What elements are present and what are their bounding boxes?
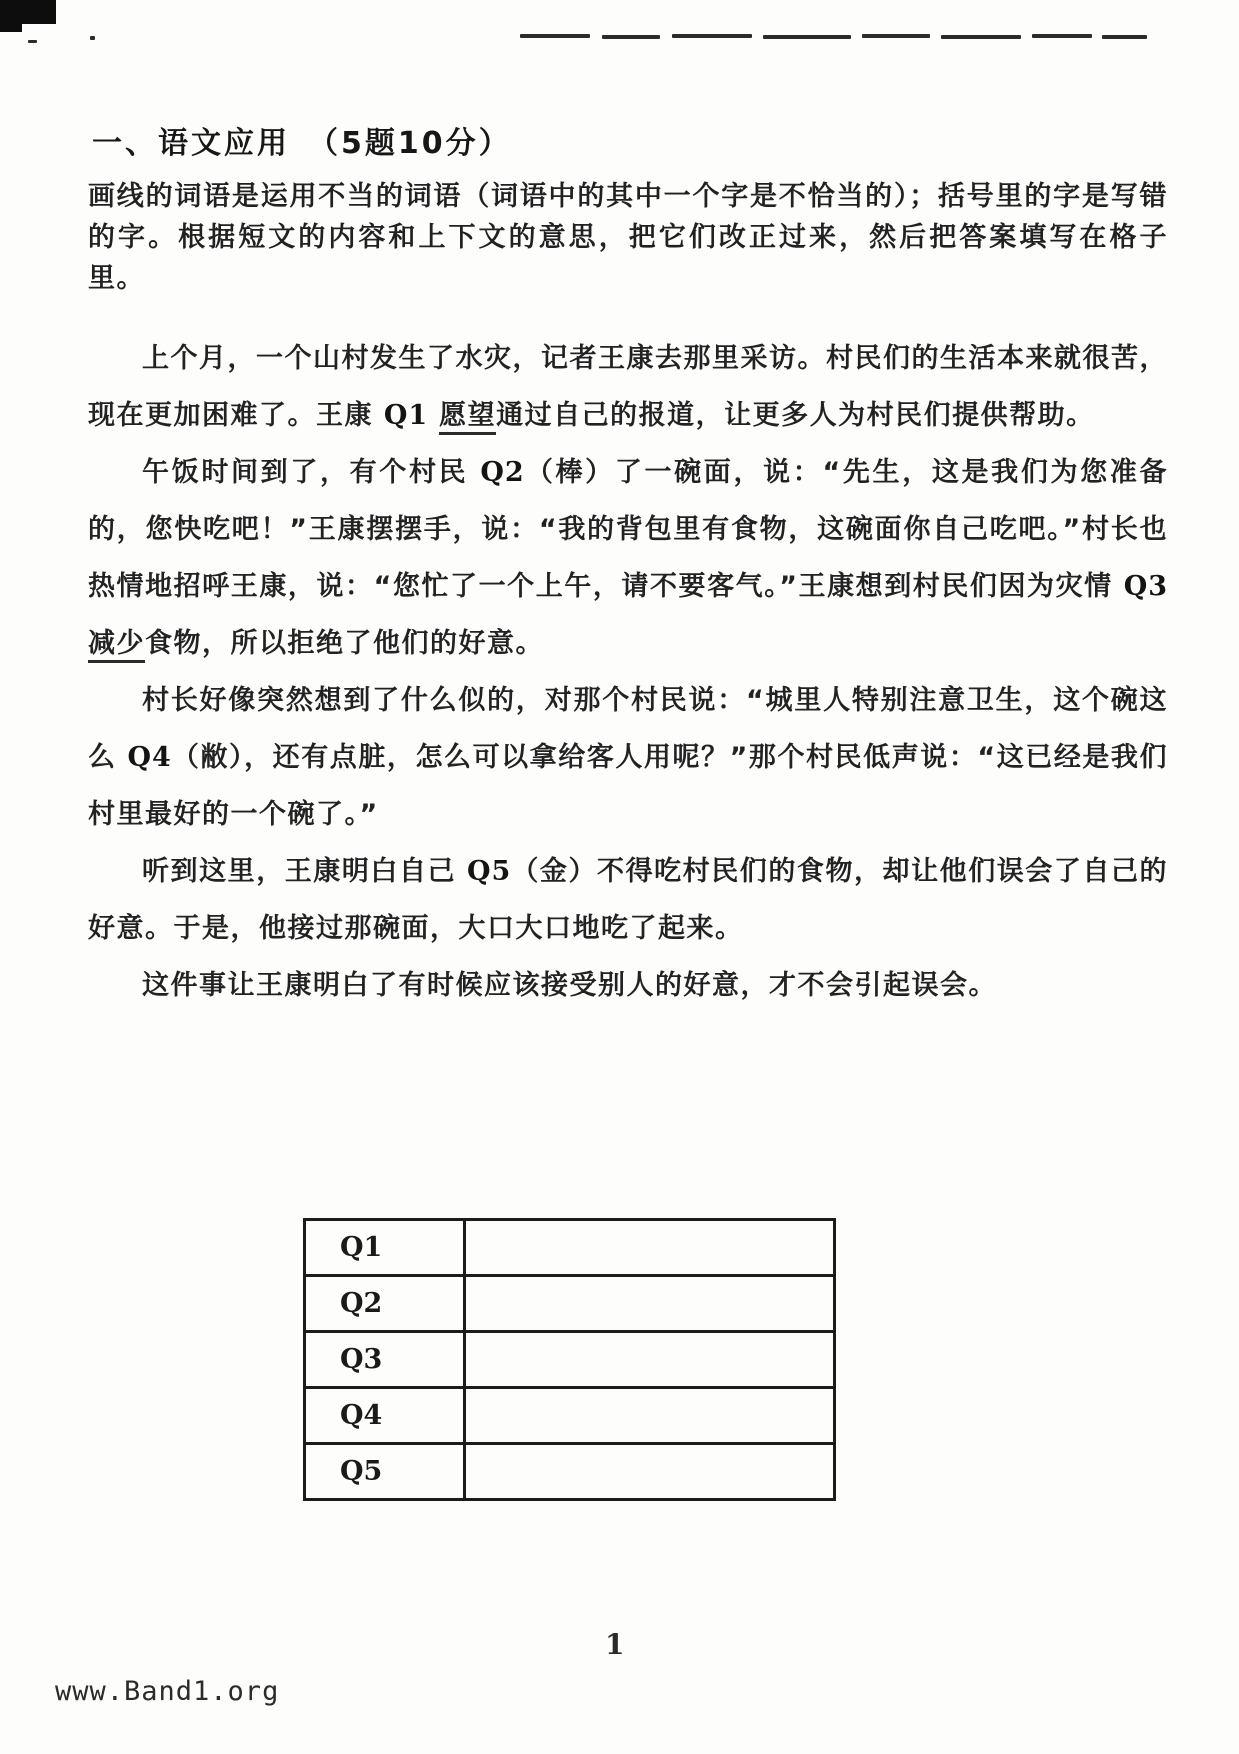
answer-cell [465, 1220, 835, 1276]
story-paragraph [88, 957, 1168, 1014]
story-text: 听到这里，王康明白自己 [142, 856, 468, 887]
scan-mark [1032, 34, 1092, 38]
section-title: 一、语文应用 （5题10分） [92, 126, 512, 161]
answer-row-label: Q1 [305, 1220, 465, 1276]
scan-mark [862, 34, 930, 38]
instructions-text: 画线的词语是运用不当的词语（词语中的其中一个字是不恰当的）；括号里的字是写错的字。根据短文的内容和上下文的意思，把它们改正过来，然后把答案填写在格子里。 [88, 181, 1168, 294]
story-text: 这件事让王康明白了有时候应该接受别人的好意，才不会引起误会。 [142, 970, 997, 1001]
story-text: 午饭时间到了，有个村民 [142, 457, 481, 488]
answer-table-row [305, 1388, 835, 1444]
story-text: 上个月，一个山村发生了水灾，记者王康去那里采访。村民们的生活本来就很苦，现在更加困难了。王康 [88, 343, 1168, 431]
answer-cell [465, 1332, 835, 1388]
scan-mark [941, 35, 1021, 39]
question-marker: Q5 [467, 856, 512, 887]
answer-table-body [305, 1220, 835, 1500]
underlined-word: 减少 [88, 628, 145, 663]
scan-mark [28, 40, 37, 43]
answer-row-label: Q2 [305, 1276, 465, 1332]
answer-table-row [305, 1444, 835, 1500]
scan-mark [520, 34, 590, 38]
answer-table-row [305, 1276, 835, 1332]
scan-mark [602, 35, 660, 39]
answer-cell [465, 1388, 835, 1444]
story-paragraph [88, 843, 1168, 957]
answer-row-label: Q4 [305, 1388, 465, 1444]
answer-row-label: Q3 [305, 1332, 465, 1388]
story-paragraph [88, 444, 1168, 672]
page-number: 1 [605, 1628, 625, 1661]
question-marker: Q4 [127, 742, 172, 773]
story-text: （金）不得吃村民们的食物，却让他们误会了自己的好意。于是，他接过那碗面，大口大口地吃了起来。 [88, 856, 1168, 944]
story-body [88, 330, 1168, 1014]
scan-mark [1102, 35, 1147, 39]
underlined-word: 愿望 [439, 400, 496, 435]
story-text: 村长好像突然想到了什么似的，对那个村民说：“城里人特别注意卫生，这个碗这么 [88, 685, 1168, 773]
scan-corner-mark [0, 0, 56, 24]
story-text: 通过自己的报道，让更多人为村民们提供帮助。 [496, 400, 1095, 431]
answer-table [303, 1218, 836, 1501]
scan-mark [90, 36, 95, 40]
answer-cell [465, 1276, 835, 1332]
answer-row-label: Q5 [305, 1444, 465, 1500]
answer-cell [465, 1444, 835, 1500]
story-text [428, 400, 439, 431]
question-marker: Q2 [480, 457, 525, 488]
story-text: 食物，所以拒绝了他们的好意。 [145, 628, 544, 659]
story-text: （敝），还有点脏，怎么可以拿给客人用呢？”那个村民低声说：“这已经是我们村里最好的一个碗了。” [88, 742, 1168, 830]
answer-table-row [305, 1220, 835, 1276]
story-paragraph [88, 330, 1168, 444]
scan-mark [763, 35, 851, 39]
answer-table-row [305, 1332, 835, 1388]
question-marker: Q3 [1123, 571, 1168, 602]
story-text: （棒）了一碗面，说：“先生，这是我们为您准备的，您快吃吧！”王康摆摆手，说：“我的背包里有食物，这碗面你自己吃吧。”村长也热情地招呼王康，说：“您忙了一个上午，请不要客气。”王康想到村民们因为灾情 [88, 457, 1168, 602]
watermark: www.Band1.org [55, 1676, 280, 1707]
scan-mark [672, 34, 752, 38]
story-paragraph [88, 672, 1168, 843]
question-marker: Q1 [383, 400, 429, 431]
